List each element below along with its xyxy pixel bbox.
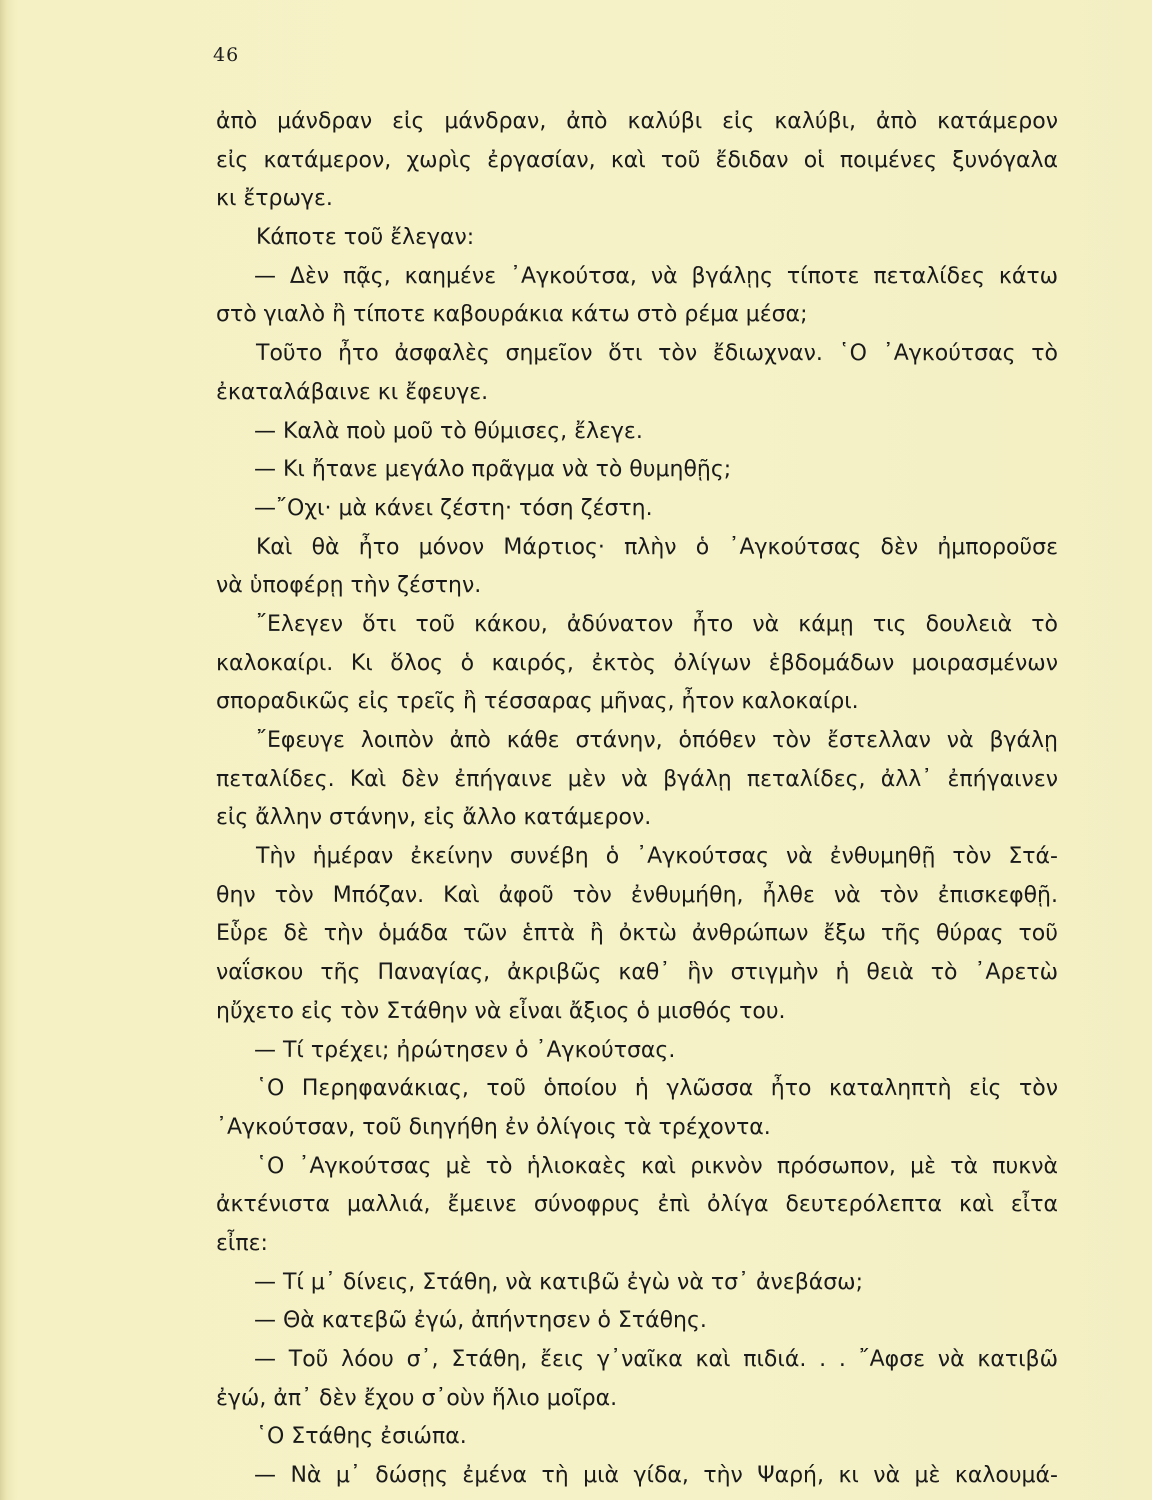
text-line: Τοῦτο ἦτο ἀσφαλὲς σημεῖον ὅτι τὸν ἔδιωχναν. ῾Ο ᾿Αγκούτσας τὸ: [256, 341, 1058, 367]
text-line: ῎Ελεγεν ὅτι τοῦ κάκου, ἀδύνατον ἦτο νὰ κάμῃ τις δουλειὰ τὸ: [256, 611, 1058, 637]
text-line: εἰς ἄλλην στάνην, εἰς ἄλλο κατάμερον.: [216, 805, 652, 831]
text-line: ηὔχετο εἰς τὸν Στάθην νὰ εἶναι ἄξιος ὁ μισθός του.: [216, 998, 786, 1024]
text-line: — Νὰ μ᾿ δώσῃς ἐμένα τὴ μιὰ γίδα, τὴν Ψαρή, κι νὰ μὲ καλουμά-: [254, 1463, 1058, 1489]
text-line: — Τί μ᾿ δίνεις, Στάθη, νὰ κατιβῶ ἐγὼ νὰ τσ᾿ ἀνεβάσω;: [254, 1269, 864, 1295]
text-line: Καὶ θὰ ἦτο μόνον Μάρτιος· πλὴν ὁ ᾿Αγκούτσας δὲν ἠμποροῦσε: [256, 534, 1058, 560]
text-line: Τὴν ἡμέραν ἐκείνην συνέβη ὁ ᾿Αγκούτσας νὰ ἐνθυμηθῇ τὸν Στά-: [256, 844, 1058, 870]
text-line: ναΐσκου τῆς Παναγίας, ἀκριβῶς καθ᾿ ἣν στιγμὴν ἡ θειὰ τὸ ᾿Αρετὼ: [216, 960, 1058, 986]
text-line: Εὗρε δὲ τὴν ὁμάδα τῶν ἑπτὰ ἢ ὀκτὼ ἀνθρώπων ἔξω τῆς θύρας τοῦ: [216, 921, 1058, 947]
text-line: νὰ ὑποφέρῃ τὴν ζέστην.: [216, 573, 482, 599]
text-line: εἰς κατάμερον, χωρὶς ἐργασίαν, καὶ τοῦ ἔδιδαν οἱ ποιμένες ξυνόγαλα: [216, 147, 1058, 173]
text-line: Κάποτε τοῦ ἔλεγαν:: [256, 225, 475, 251]
text-line: ἀκτένιστα μαλλιά, ἔμεινε σύνοφρυς ἐπὶ ὀλίγα δευτερόλεπτα καὶ εἶτα: [216, 1192, 1058, 1218]
text-line: — Θὰ κατεβῶ ἐγώ, ἀπήντησεν ὁ Στάθης.: [254, 1308, 707, 1334]
page-number: 46: [213, 44, 240, 66]
text-line: σποραδικῶς εἰς τρεῖς ἢ τέσσαρας μῆνας, ἦτον καλοκαίρι.: [216, 689, 859, 715]
text-body: [216, 103, 1058, 1496]
text-line: εἶπε:: [216, 1230, 268, 1256]
text-line: στὸ γιαλὸ ἢ τίποτε καβουράκια κάτω στὸ ρέμα μέσα;: [216, 302, 808, 328]
text-line: — Τί τρέχει; ἠρώτησεν ὁ ᾿Αγκούτσας.: [254, 1037, 676, 1063]
text-line: ἐγώ, ἀπ᾿ δὲν ἔχου σ᾿οὺν ἥλιο μοῖρα.: [216, 1385, 618, 1411]
text-line: καλοκαίρι. Κι ὅλος ὁ καιρός, ἐκτὸς ὀλίγων ἑβδομάδων μοιρασμένων: [216, 650, 1058, 676]
text-line: — Καλὰ ποὺ μοῦ τὸ θύμισες, ἔλεγε.: [254, 418, 643, 444]
text-line: ῾Ο Στάθης ἐσιώπα.: [256, 1424, 467, 1450]
text-line: ῎Εφευγε λοιπὸν ἀπὸ κάθε στάνην, ὁπόθεν τὸν ἔστελλαν νὰ βγάλῃ: [256, 728, 1058, 753]
text-line: — Δὲν πᾷς, καημένε ᾿Αγκούτσα, νὰ βγάλῃς τίποτε πεταλίδες κάτω: [254, 263, 1058, 289]
text-line: — Κι ἤτανε μεγάλο πρᾶγμα νὰ τὸ θυμηθῇς;: [254, 457, 732, 483]
text-line: ᾿Αγκούτσαν, τοῦ διηγήθη ἐν ὀλίγοις τὰ τρέχοντα.: [216, 1114, 771, 1140]
text-line: θην τὸν Μπόζαν. Καὶ ἀφοῦ τὸν ἐνθυμήθη, ἦλθε νὰ τὸν ἐπισκεφθῇ.: [216, 882, 1058, 908]
text-line: —῎Οχι· μὰ κάνει ζέστη· τόση ζέστη.: [254, 495, 653, 521]
text-line: ἐκαταλάβαινε κι ἔφευγε.: [216, 379, 489, 405]
text-line: κι ἔτρωγε.: [216, 186, 333, 212]
text-line: ῾Ο Περηφανάκιας, τοῦ ὁποίου ἡ γλῶσσα ἦτο καταληπτὴ εἰς τὸν: [256, 1076, 1058, 1102]
text-line: ῾Ο ᾿Αγκούτσας μὲ τὸ ἡλιοκαὲς καὶ ρικνὸν πρόσωπον, μὲ τὰ πυκνὰ: [256, 1153, 1058, 1179]
text-line: — Τοῦ λόου σ᾿, Στάθη, ἔεις γ᾿ναῖκα καὶ πιδιά. . . ῎Αφσε νὰ κατιβῶ: [254, 1347, 1058, 1372]
text-line: ἀπὸ μάνδραν εἰς μάνδραν, ἀπὸ καλύβι εἰς καλύβι, ἀπὸ κατάμερον: [216, 109, 1058, 134]
text-line: πεταλίδες. Καὶ δὲν ἐπήγαινε μὲν νὰ βγάλῃ πεταλίδες, ἀλλ᾿ ἐπήγαινεν: [216, 766, 1058, 792]
page-edge: [0, 0, 14, 1500]
